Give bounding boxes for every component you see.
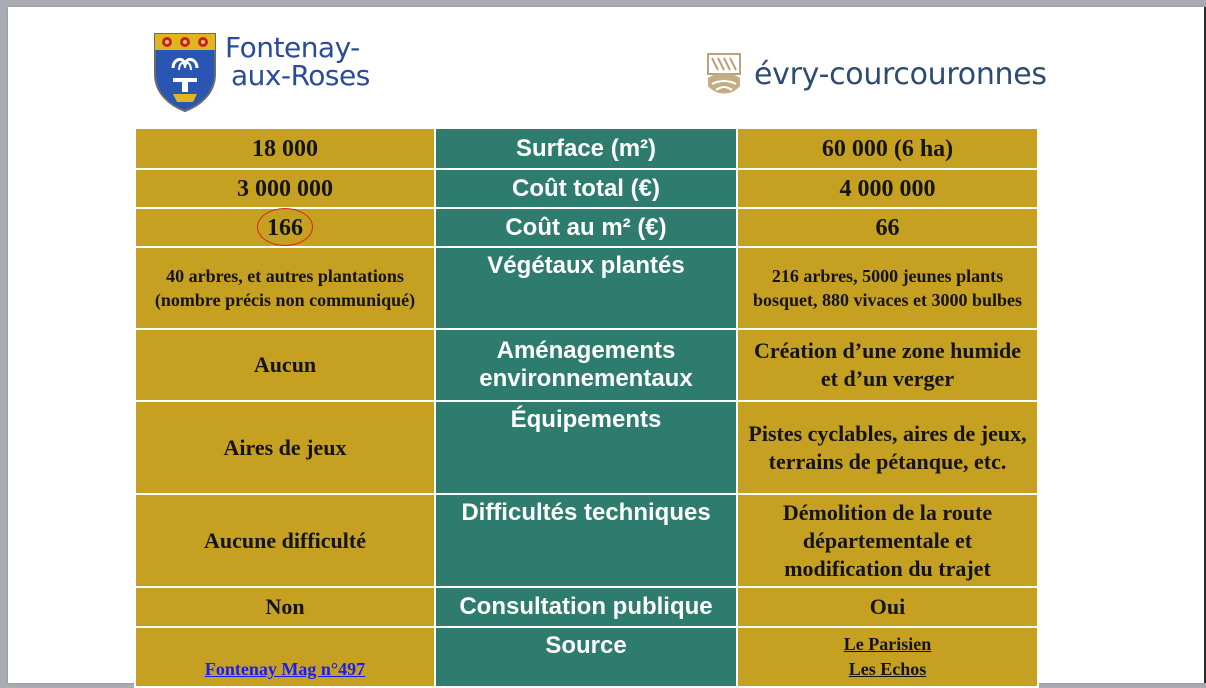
evry-wordmark: évry-courcouronnes xyxy=(754,57,1047,92)
fontenay-logo xyxy=(153,32,383,112)
evry-emblem-icon xyxy=(706,50,742,100)
evry-surface: 60 000 (6 ha) xyxy=(737,128,1038,169)
label-cost-per-m2: Coût au m² (€) xyxy=(435,208,737,247)
fontenay-cost-per-m2 xyxy=(135,208,435,247)
fontenay-total-cost: 3 000 000 xyxy=(135,169,435,208)
evry-plants: 216 arbres, 5000 jeunes plants bosquet, 880 vivaces et 3000 bulbes xyxy=(737,247,1038,329)
evry-difficulties: Démolition de la route départementale et modification du trajet xyxy=(737,494,1038,587)
evry-total-cost: 4 000 000 xyxy=(737,169,1038,208)
label-source: Source xyxy=(435,627,737,687)
table-row-source xyxy=(135,627,1038,687)
table-row-cost-per-m2 xyxy=(135,208,1038,247)
fontenay-wordmark xyxy=(225,31,370,92)
le-parisien-link[interactable]: Le Parisien xyxy=(843,634,932,654)
label-difficulties: Difficultés techniques xyxy=(435,494,737,587)
table-row-environment xyxy=(135,329,1038,401)
label-environment: Aménagements environnementaux xyxy=(435,329,737,401)
table-row-equipment xyxy=(135,401,1038,494)
table-row-surface xyxy=(135,128,1038,169)
evry-equipment: Pistes cyclables, aires de jeux, terrains de pétanque, etc. xyxy=(737,401,1038,494)
label-total-cost: Coût total (€) xyxy=(435,169,737,208)
label-plants: Végétaux plantés xyxy=(435,247,737,329)
fontenay-crest-icon xyxy=(153,32,217,112)
circled-value: 166 xyxy=(263,214,307,242)
comparison-table xyxy=(134,127,1039,688)
table-row-total-cost xyxy=(135,169,1038,208)
fontenay-equipment: Aires de jeux xyxy=(135,401,435,494)
fontenay-difficulties: Aucune difficulté xyxy=(135,494,435,587)
label-surface: Surface (m²) xyxy=(435,128,737,169)
fontenay-line2: aux-Roses xyxy=(231,59,370,92)
evry-environment: Création d’une zone humide et d’un verger xyxy=(737,329,1038,401)
evry-source xyxy=(737,627,1038,687)
fontenay-mag-link[interactable]: Fontenay Mag n°497 xyxy=(204,659,366,679)
fontenay-plants: 40 arbres, et autres plantations (nombre précis non communiqué) xyxy=(135,247,435,329)
table-row-consultation xyxy=(135,587,1038,627)
evry-logo xyxy=(706,50,1051,108)
fontenay-source xyxy=(135,627,435,687)
les-echos-link[interactable]: Les Echos xyxy=(848,659,927,679)
fontenay-consultation: Non xyxy=(135,587,435,627)
fontenay-surface: 18 000 xyxy=(135,128,435,169)
label-equipment: Équipements xyxy=(435,401,737,494)
evry-consultation: Oui xyxy=(737,587,1038,627)
fontenay-environment: Aucun xyxy=(135,329,435,401)
table-row-difficulties xyxy=(135,494,1038,587)
fontenay-line1: Fontenay- xyxy=(225,31,360,64)
table-row-plants xyxy=(135,247,1038,329)
evry-cost-per-m2: 66 xyxy=(737,208,1038,247)
label-consultation: Consultation publique xyxy=(435,587,737,627)
